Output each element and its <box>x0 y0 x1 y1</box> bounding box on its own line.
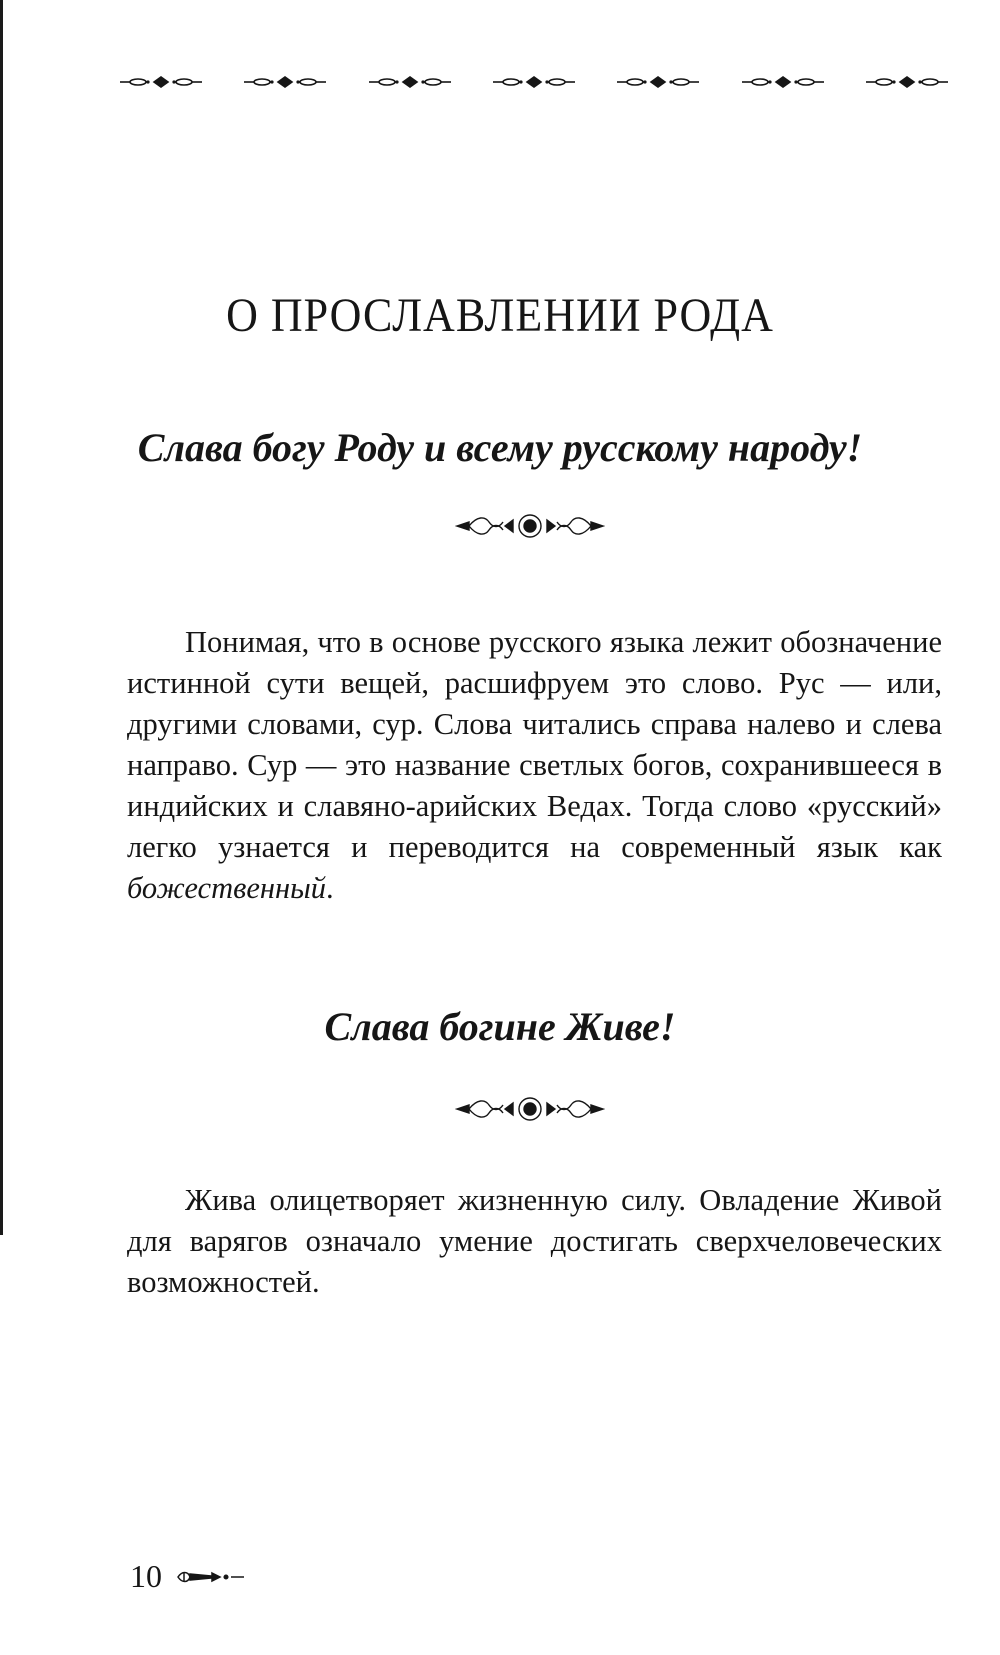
paragraph-text: Жива олицетворяет жизненную силу. Овладение Живой для варягов означало умение достигать сверхчеловеческих возможностей. <box>127 1183 942 1299</box>
scroll-ornament-icon <box>118 76 204 88</box>
scroll-ornament-icon <box>615 76 701 88</box>
section-heading: Слава богу Роду и всему русскому народу! <box>137 425 863 470</box>
arrow-ornament-icon <box>176 1568 246 1586</box>
scroll-ornament-icon <box>491 76 577 88</box>
floral-divider-icon <box>455 512 605 540</box>
body-paragraph <box>127 1180 942 1303</box>
section-heading: Слава богине Живе! <box>324 1004 676 1049</box>
paragraph-end: . <box>326 871 334 905</box>
chapter-title: О ПРОСЛАВЛЕНИИ РОДА <box>226 289 774 342</box>
scroll-ornament-icon <box>367 76 453 88</box>
emphasized-word: божественный <box>127 871 327 905</box>
paragraph-text: Понимая, что в основе русского языка лежит обозначение истинной сути вещей, расшифруем это слово. Рус — или, другими словами, сур. Слова читались справа налево и слева направо. Сур — это название светлых богов, сохранившееся в индийских и славяно-арийских Ведах. Тогда слово «русский» легко узнается и переводится на современный язык как <box>127 625 942 864</box>
scroll-ornament-icon <box>242 76 328 88</box>
scroll-ornament-icon <box>864 76 950 88</box>
body-paragraph <box>127 622 942 909</box>
page-footer <box>130 1558 246 1595</box>
scroll-ornament-icon <box>740 76 826 88</box>
page-number: 10 <box>130 1558 162 1594</box>
header-ornament-row <box>118 76 950 88</box>
floral-divider-icon <box>455 1095 605 1123</box>
